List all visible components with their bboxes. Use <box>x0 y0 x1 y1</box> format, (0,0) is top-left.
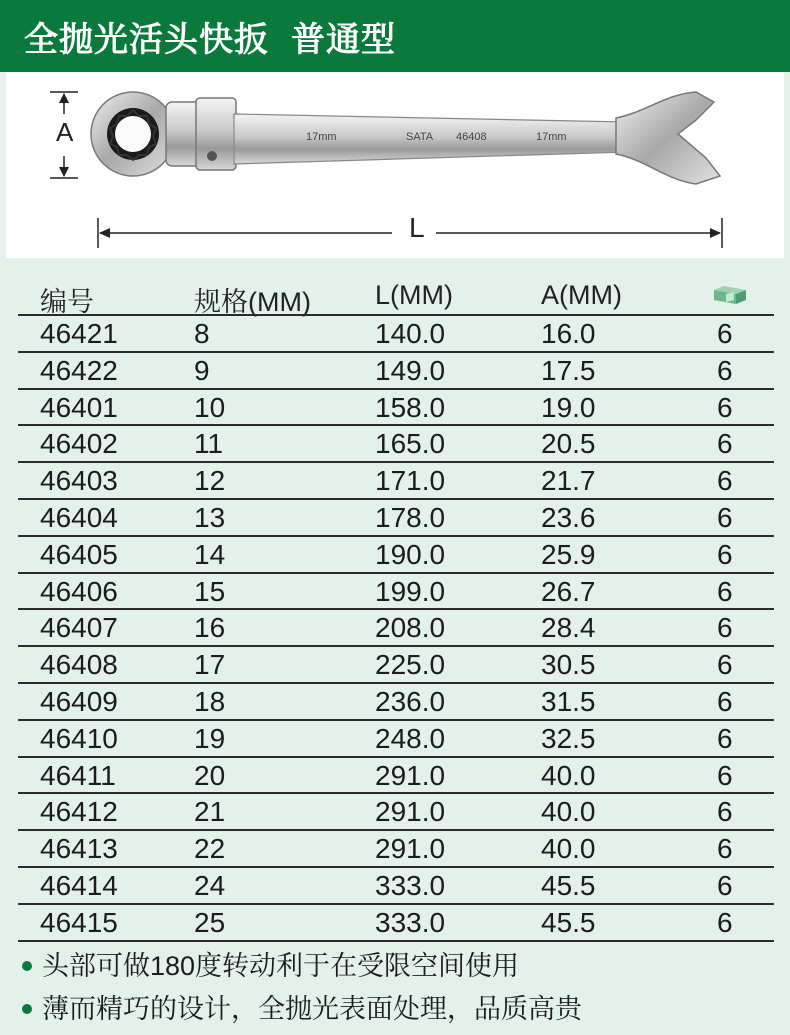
cell-pack-quantity: 6 <box>717 428 733 460</box>
cell-length: 236.0 <box>375 685 446 717</box>
cell-part-number: 46412 <box>40 796 118 828</box>
cell-a-dimension: 19.0 <box>541 391 596 423</box>
cell-size: 16 <box>194 612 226 644</box>
cell-size: 13 <box>194 501 226 533</box>
cell-length: 208.0 <box>375 612 446 644</box>
cell-a-dimension: 26.7 <box>541 575 596 607</box>
svg-text:SATA: SATA <box>406 131 434 143</box>
cell-pack-quantity: 6 <box>717 318 733 349</box>
header-part-number: 编号 <box>40 287 94 317</box>
cell-size: 12 <box>194 465 226 497</box>
table-row <box>18 645 774 682</box>
table-header <box>18 262 774 317</box>
cell-size: 18 <box>194 685 226 717</box>
cell-length: 333.0 <box>375 906 446 938</box>
table-row <box>18 351 774 388</box>
cell-a-dimension: 23.6 <box>541 501 596 533</box>
cell-size: 10 <box>194 391 226 423</box>
bullet-icon <box>22 961 32 971</box>
cell-pack-quantity: 6 <box>717 722 733 754</box>
cell-part-number: 46410 <box>40 722 118 754</box>
cell-size: 22 <box>194 833 226 865</box>
cell-part-number: 46422 <box>40 354 118 386</box>
page-subtitle: 普通型 <box>291 20 396 59</box>
cell-part-number: 46403 <box>40 465 118 497</box>
cell-part-number: 46414 <box>40 869 118 901</box>
cell-size: 21 <box>194 796 226 828</box>
cell-size: 19 <box>194 722 226 754</box>
cell-a-dimension: 32.5 <box>541 722 596 754</box>
svg-text:17mm: 17mm <box>536 131 567 143</box>
table-row <box>18 608 774 645</box>
cell-a-dimension: 20.5 <box>541 428 596 460</box>
table-row <box>18 572 774 609</box>
table-row <box>18 792 774 829</box>
cell-part-number: 46411 <box>40 759 116 791</box>
cell-length: 291.0 <box>375 759 446 791</box>
cell-part-number: 46405 <box>40 538 118 570</box>
cell-part-number: 46409 <box>40 685 118 717</box>
feature-notes <box>22 944 772 1030</box>
wrench-illustration <box>6 72 784 258</box>
cell-a-dimension: 21.7 <box>541 465 596 497</box>
cell-a-dimension: 28.4 <box>541 612 596 644</box>
cell-pack-quantity: 6 <box>717 759 733 791</box>
note-text: 头部可做180度转动利于在受限空间使用 <box>42 950 520 981</box>
cell-size: 25 <box>194 906 226 938</box>
header-length: L(MM) <box>375 280 453 310</box>
cell-size: 8 <box>194 318 210 349</box>
cell-pack-quantity: 6 <box>717 833 733 865</box>
cell-part-number: 46402 <box>40 428 118 460</box>
cell-pack-quantity: 6 <box>717 796 733 828</box>
table-row <box>18 719 774 756</box>
cell-length: 158.0 <box>375 391 446 423</box>
table-body <box>18 314 774 940</box>
cell-length: 165.0 <box>375 428 446 460</box>
table-row <box>18 424 774 461</box>
cell-length: 178.0 <box>375 501 446 533</box>
bullet-icon <box>22 1004 32 1014</box>
spec-table <box>18 262 774 942</box>
cell-size: 24 <box>194 869 226 901</box>
table-row <box>18 829 774 866</box>
note-text: 薄而精巧的设计，全抛光表面处理，品质高贵 <box>42 993 582 1024</box>
cell-part-number: 46408 <box>40 649 118 681</box>
cell-pack-quantity: 6 <box>717 465 733 497</box>
cell-length: 140.0 <box>375 318 446 349</box>
cell-size: 17 <box>194 649 226 681</box>
dimension-a-label: A <box>56 117 74 147</box>
cell-pack-quantity: 6 <box>717 501 733 533</box>
cell-size: 15 <box>194 575 226 607</box>
cell-length: 291.0 <box>375 833 446 865</box>
cell-length: 291.0 <box>375 796 446 828</box>
cell-pack-quantity: 6 <box>717 869 733 901</box>
cell-a-dimension: 17.5 <box>541 354 596 386</box>
cell-a-dimension: 25.9 <box>541 538 596 570</box>
cell-a-dimension: 40.0 <box>541 759 596 791</box>
title-bar <box>0 0 790 72</box>
cell-pack-quantity: 6 <box>717 906 733 938</box>
cell-length: 171.0 <box>375 465 446 497</box>
cell-size: 20 <box>194 759 226 791</box>
cell-a-dimension: 31.5 <box>541 685 596 717</box>
cell-a-dimension: 30.5 <box>541 649 596 681</box>
cell-part-number: 46406 <box>40 575 118 607</box>
svg-text:46408: 46408 <box>456 131 487 143</box>
table-row <box>18 314 774 351</box>
package-quantity-icon <box>712 282 748 306</box>
dimension-l-label: L <box>409 212 425 243</box>
table-row <box>18 461 774 498</box>
cell-a-dimension: 45.5 <box>541 869 596 901</box>
note-item <box>22 944 772 987</box>
table-row <box>18 388 774 425</box>
cell-part-number: 46421 <box>40 318 118 349</box>
table-row <box>18 903 774 940</box>
cell-size: 9 <box>194 354 210 386</box>
cell-length: 225.0 <box>375 649 446 681</box>
cell-length: 333.0 <box>375 869 446 901</box>
cell-part-number: 46413 <box>40 833 118 865</box>
cell-a-dimension: 40.0 <box>541 833 596 865</box>
cell-pack-quantity: 6 <box>717 538 733 570</box>
cell-a-dimension: 45.5 <box>541 906 596 938</box>
cell-a-dimension: 16.0 <box>541 318 596 349</box>
cell-length: 248.0 <box>375 722 446 754</box>
cell-part-number: 46404 <box>40 501 118 533</box>
table-row <box>18 866 774 903</box>
cell-pack-quantity: 6 <box>717 685 733 717</box>
cell-pack-quantity: 6 <box>717 575 733 607</box>
header-a: A(MM) <box>541 280 622 310</box>
table-row <box>18 756 774 793</box>
cell-length: 149.0 <box>375 354 446 386</box>
cell-size: 14 <box>194 538 226 570</box>
cell-part-number: 46407 <box>40 612 118 644</box>
cell-pack-quantity: 6 <box>717 354 733 386</box>
note-item <box>22 987 772 1030</box>
cell-pack-quantity: 6 <box>717 649 733 681</box>
wrench-drawing <box>6 72 784 258</box>
table-row <box>18 498 774 535</box>
cell-length: 190.0 <box>375 538 446 570</box>
cell-pack-quantity: 6 <box>717 612 733 644</box>
table-bottom-rule <box>18 940 774 942</box>
page-title: 全抛光活头快扳 <box>24 20 269 59</box>
cell-length: 199.0 <box>375 575 446 607</box>
header-size: 规格(MM) <box>194 287 311 317</box>
table-row <box>18 535 774 572</box>
cell-size: 11 <box>194 428 224 460</box>
svg-text:17mm: 17mm <box>306 131 337 143</box>
cell-part-number: 46415 <box>40 906 118 938</box>
cell-pack-quantity: 6 <box>717 391 733 423</box>
table-row <box>18 682 774 719</box>
cell-part-number: 46401 <box>40 391 118 423</box>
cell-a-dimension: 40.0 <box>541 796 596 828</box>
